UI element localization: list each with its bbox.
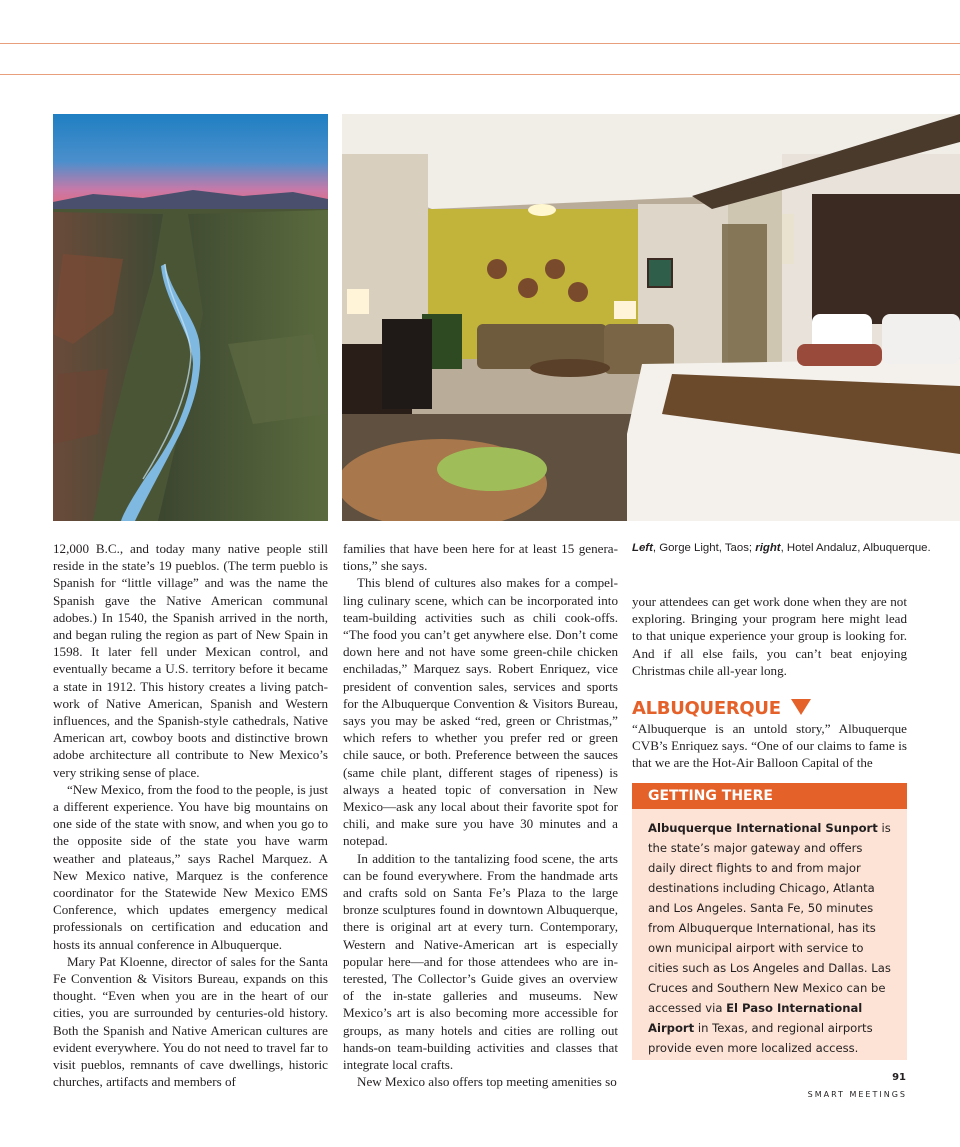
col2-para-3: In addition to the tantalizing food scene, the arts can be found everywhere. From the handmade arts and crafts sold on Santa Fe’s Plaza to the large bronze sculptures found in downtown Albuquerque, there is original art at every turn. Contemporary, Western and Native-American art is especially popular here—and for those attendees who are interested, The Collector’s Guide gives an overview of the in-state galleries and museums. New Mexico’s art is also becoming more accessible for groups, as many hotels and cities are rolling out hands-on team-building activities and classes that integrate local crafts.: [343, 850, 618, 1073]
triangle-down-icon: [791, 699, 811, 715]
el-paso-link: El Paso International Airport: [648, 1001, 863, 1035]
page-number: 91: [892, 1072, 906, 1083]
caption-right-text: , Hotel Andaluz, Albuquerque.: [780, 542, 931, 554]
top-rule-1: [0, 43, 960, 44]
getting-there-text-1: is the state’s major gateway and offers daily direct flights to and from major destinations including Chicago, Atlanta and Los Angeles. Santa Fe, 50 minutes from Albuquerque International, has its own municipal airport with service to cities such as Los Angeles and Dallas. Las Cruces and Southern New Mexico can be accessed via: [648, 821, 891, 1015]
column-3-after-heading: [632, 720, 907, 772]
photo-caption: [632, 542, 942, 554]
top-rule-2: [0, 74, 960, 75]
col3-para-1: your attendees can get work done when they are not exploring. Bringing your program here might lead to that unique experience your group is looking for. And if all else fails, you can’t beat enjoying Christmas chile all-year long.: [632, 594, 907, 678]
gorge-illustration: [53, 114, 328, 521]
hotel-room-illustration: [342, 114, 960, 521]
col2-para-4: New Mexico also offers top meeting amenities so: [357, 1074, 617, 1090]
col2-para-1: families that have been here for at least 15 generations,” she says.: [343, 541, 618, 574]
caption-left-label: Left: [632, 542, 653, 554]
caption-right-label: right: [755, 542, 781, 554]
col1-para-1: 12,000 B.C., and today many native people still reside in the state’s 19 pueblos. (The term pueblo is Spanish for “little village” and was the name the Spanish gave the Native American communal adobes.) In 1540, the Spanish arrived in the north, and began ruling the region as part of New Spain in 1598. It later fell under Mexican control, and eventually became a U.S. territory before it became a state in 1912. This history creates a living patchwork of Native American, Spanish and Western influences, and the Spanish-style cathedrals, Native American art, cowboy boots and distinctive brown adobe architecture all contribute to New Mexico’s very striking sense of place.: [53, 541, 328, 780]
col1-para-2: “New Mexico, from the food to the people, is just a different experience. You have big mountains on one side of the state with snow, and when you go to the opposite side of the state you have warm weather and plateaus,” says Rachel Marquez. A New Mexico native, Marquez is the conference coordinator for the Statewide New Mexico EMS Conference, which updates emergency medical professionals on certification and education and hosts its annual conference in Albuquerque.: [53, 781, 328, 952]
gorge-photo: [53, 114, 328, 521]
getting-there-text: [632, 809, 907, 1058]
col1-para-3: Mary Pat Kloenne, director of sales for the Santa Fe Convention & Visitors Bureau, expands on this thought. “Even when you are in the heart of our cities, you are surrounded by centuries-old history. Both the Spanish and Native American cultures are evident everywhere. You do not need to travel far to visit pueblos, remnants of cave dwellings, historic churches, artifacts and members of: [53, 953, 328, 1090]
column-2: [343, 540, 618, 1091]
section-heading-text: ALBUQUERQUE: [632, 698, 781, 719]
getting-there-box: [632, 783, 907, 1060]
hotel-photo: [342, 114, 960, 521]
magazine-name: SMART MEETINGS: [807, 1090, 907, 1099]
column-3-top: [632, 593, 907, 679]
col2-para-2: This blend of cultures also makes for a compelling culinary scene, which can be incorporated into team-building activities such as chili cook-offs. “The food you can’t get anywhere else. Don’t come down here and not have some green-chile chicken enchiladas,” Marquez says. Robert Enriquez, vice president of convention sales, services and sports for the Albuquerque Convention & Visitors Bureau, says you may be asked “red, green or Christmas,” which refers to whether you prefer red or green chile sauce, or both. Preference between the sauces (same chile plant, different stages of ripeness) is always a heated topic of conversation in New Mexico—ask any local about their favorite spot for chili, and make sure you have 30 minutes and a notepad.: [343, 575, 618, 849]
caption-left-text: , Gorge Light, Taos;: [652, 542, 756, 554]
sunport-link: Albuquerque International Sunport: [648, 821, 878, 835]
section-heading: [632, 698, 811, 719]
col3-para-2: “Albuquerque is an untold story,” Albuquerque CVB’s Enriquez says. “One of our claims to fame is that we are the Hot-Air Balloon Capital of the: [632, 721, 907, 771]
getting-there-text-2: in Texas, and regional airports provide even more localized access.: [648, 1021, 873, 1055]
column-1: [53, 540, 328, 1091]
getting-there-title: GETTING THERE: [632, 783, 907, 809]
